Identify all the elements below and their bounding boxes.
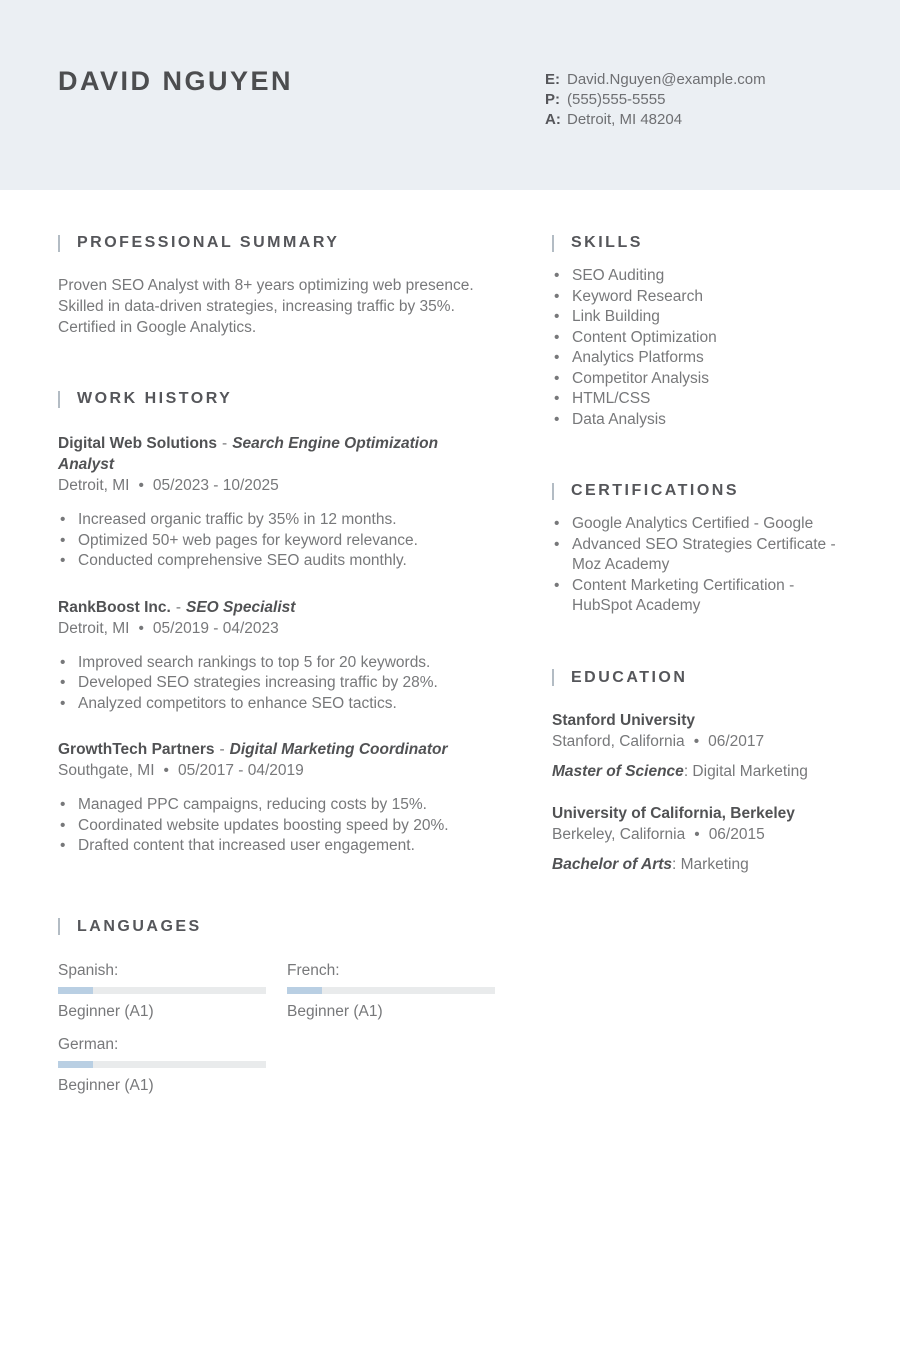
job-company: RankBoost Inc. [58,598,171,616]
job-entry [58,433,495,572]
school-name: Stanford University [552,711,695,729]
dot-separator: • [694,825,700,843]
degree-field: : Digital Marketing [683,762,808,780]
certification-item: • Content Marketing Certification - HubSpot Academy [552,576,842,617]
certification-item: • Advanced SEO Strategies Certificate - Moz Academy [552,535,842,576]
job-bullet: • Optimized 50+ web pages for keyword relevance. [58,531,495,552]
job-title-line [58,739,495,760]
phone-label: P: [545,91,560,108]
section-skills [552,234,842,430]
job-bullet-list [58,795,495,857]
job-meta [58,760,495,781]
job-role: SEO Specialist [186,598,296,616]
degree-line [552,854,842,875]
job-location: Detroit, MI [58,477,130,494]
section-heading-bar [552,235,554,252]
job-bullet-list [58,653,495,715]
skills-heading [552,234,842,252]
section-heading-bar [552,669,554,686]
school-entry [552,803,842,845]
work-history-heading [58,390,495,408]
section-heading-bar [58,918,60,935]
language-progress-fill [58,1061,93,1068]
education-heading [552,669,842,687]
certifications-title: CERTIFICATIONS [571,482,740,499]
skill-item: • Keyword Research [552,287,842,308]
section-languages [58,918,495,1096]
language-progress-track [58,987,266,994]
job-role: Digital Marketing Coordinator [229,741,448,758]
job-dates: 05/2023 - 10/2025 [152,477,279,494]
languages-grid [58,960,495,1096]
language-progress-fill [287,987,322,994]
school-entry [552,710,842,752]
summary-paragraph: Proven SEO Analyst with 8+ years optimizing web presence. Skilled in data-driven strategies, increasing traffic by 35%. Certified in Google Analytics. [58,277,474,336]
degree-line [552,761,842,782]
certifications-list [552,514,842,617]
job-company: Digital Web Solutions [58,435,218,452]
certifications-heading [552,482,842,500]
job-title-line [58,433,495,475]
address-value: Detroit, MI 48204 [567,111,683,128]
dot-separator: • [693,732,700,750]
skills-title: SKILLS [571,234,643,251]
language-item [58,1034,266,1096]
job-bullet: • Analyzed competitors to enhance SEO tactics. [58,694,495,715]
job-bullet: • Improved search rankings to top 5 for 20 keywords. [58,653,495,674]
degree-name: Bachelor of Arts [552,855,673,873]
school-location: Berkeley, California [552,825,686,843]
language-name: French: [287,961,340,979]
language-progress-fill [58,987,93,994]
contact-block [545,70,766,130]
phone-value: (555)555-5555 [567,91,666,108]
professional-summary-title: PROFESSIONAL SUMMARY [77,234,340,251]
left-column [58,234,495,1096]
job-location: Detroit, MI [58,619,130,637]
job-bullet: • Coordinated website updates boosting speed by 20%. [58,816,495,837]
education-title: EDUCATION [571,668,688,686]
section-heading-bar [58,235,60,252]
job-dates: 05/2017 - 04/2019 [177,762,304,779]
section-professional-summary [58,234,495,338]
section-heading-bar [552,483,554,500]
address-label: A: [545,111,561,128]
school-location: Stanford, California [552,732,685,750]
language-name: Spanish: [58,961,119,979]
dash-separator: - [222,435,228,452]
dash-separator: - [219,741,225,758]
language-progress-track [58,1061,266,1068]
candidate-name: DAVID NGUYEN [58,66,294,96]
job-bullet: • Conducted comprehensive SEO audits monthly. [58,551,495,572]
language-name: German: [58,1035,119,1053]
skill-item: • Data Analysis [552,410,842,431]
resume-header [0,0,900,190]
dot-separator: • [138,619,144,637]
school-meta [552,824,842,845]
language-level: Beginner (A1) [287,1002,383,1020]
job-bullet: • Managed PPC campaigns, reducing costs by 15%. [58,795,495,816]
contact-address-row [545,110,766,130]
skill-item: • Competitor Analysis [552,369,842,390]
dash-separator: - [175,598,181,616]
email-label: E: [545,71,560,88]
job-bullet: • Increased organic traffic by 35% in 12 months. [58,510,495,531]
school-meta [552,731,842,752]
job-bullet: • Developed SEO strategies increasing traffic by 28%. [58,673,495,694]
job-meta [58,475,495,496]
section-education [552,669,842,875]
work-history-title: WORK HISTORY [77,390,233,407]
job-role: Search Engine Optimization Analyst [58,435,439,473]
section-heading-bar [58,391,60,408]
dot-separator: • [138,477,144,494]
skill-item: • Content Optimization [552,328,842,349]
school-date: 06/2017 [708,732,765,750]
skill-item: • Analytics Platforms [552,348,842,369]
skills-list [552,266,842,430]
degree-field: : Marketing [672,855,749,873]
skill-item: • HTML/CSS [552,389,842,410]
contact-email-row [545,70,766,90]
skill-item: • Link Building [552,307,842,328]
section-work-history [58,390,495,857]
language-level: Beginner (A1) [58,1076,154,1094]
school-date: 06/2015 [708,825,765,843]
school-name: University of California, Berkeley [552,804,795,822]
language-item [58,960,266,1022]
contact-phone-row [545,90,766,110]
section-certifications [552,482,842,617]
professional-summary-heading [58,234,495,252]
job-bullet: • Drafted content that increased user engagement. [58,836,495,857]
language-level: Beginner (A1) [58,1002,154,1020]
job-dates: 05/2019 - 04/2023 [152,619,279,637]
job-bullet-list [58,510,495,572]
degree-name: Master of Science [552,762,684,780]
job-entry [58,739,495,857]
right-column [552,234,842,1096]
certification-item: • Google Analytics Certified - Google [552,514,842,535]
language-item [287,960,495,1022]
languages-title: LANGUAGES [77,917,202,935]
dot-separator: • [163,762,169,779]
job-location: Southgate, MI [58,762,155,779]
job-title-line [58,597,495,618]
job-entry [58,597,495,715]
email-value: David.Nguyen@example.com [567,71,766,88]
language-progress-track [287,987,495,994]
resume-body [0,190,900,1096]
job-meta [58,618,495,639]
skill-item: • SEO Auditing [552,266,842,287]
job-company: GrowthTech Partners [58,741,215,758]
languages-heading [58,918,495,936]
